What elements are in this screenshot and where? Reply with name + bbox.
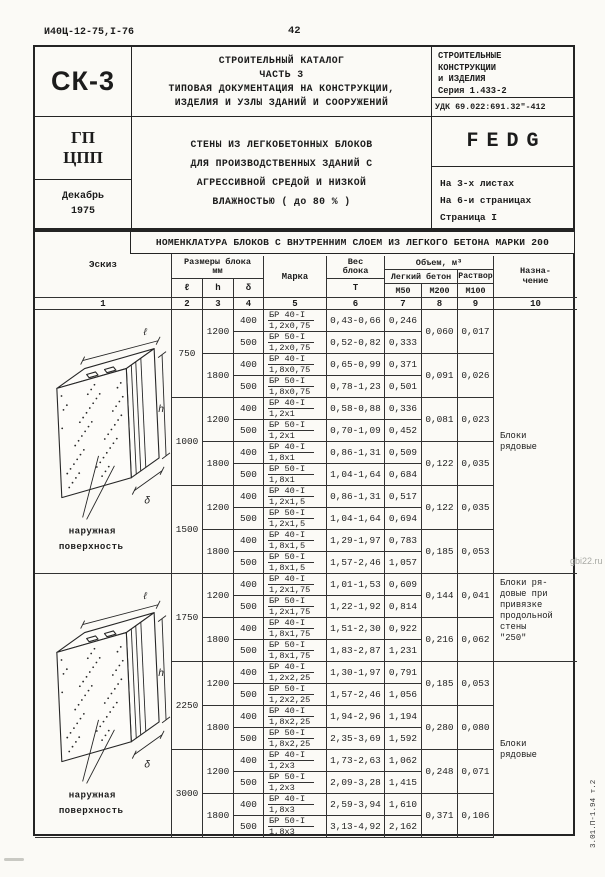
marka-series: БР 40-I: [268, 310, 314, 321]
catalog-title-cell: [132, 47, 432, 117]
marka-dimensions: 1,8х0,75: [269, 365, 311, 375]
weight-cell: 0,43-0,66: [327, 310, 385, 332]
volume-m50-cell: 0,517: [385, 486, 422, 508]
volume-m50-cell: 0,336: [385, 398, 422, 420]
block-length-cell: 1750: [172, 574, 203, 662]
marka-dimensions: 1,2х0,75: [269, 343, 311, 353]
block-length-cell: 1000: [172, 398, 203, 486]
marka-cell: [264, 684, 327, 706]
volume-m100-cell: 0,017: [458, 310, 494, 354]
marka-dimensions: 1,8х2,25: [269, 717, 311, 727]
series-line: Серия 1.433-2: [438, 85, 507, 96]
volume-m200-cell: 0,144: [422, 574, 458, 618]
header-dimensions: [172, 256, 264, 279]
purpose-line: рядовые: [500, 441, 537, 452]
volume-m100-cell: 0,035: [458, 442, 494, 486]
volume-m100-cell: 0,023: [458, 398, 494, 442]
weight-cell: 0,70-1,09: [327, 420, 385, 442]
volume-m200-cell: 0,280: [422, 706, 458, 750]
volume-m50-cell: 1,194: [385, 706, 422, 728]
block-thickness-cell: 500: [234, 596, 264, 618]
subject-line: ДЛЯ ПРОИЗВОДСТВЕННЫХ ЗДАНИЙ С: [190, 157, 373, 169]
marka-series: БР 40-I: [268, 750, 314, 761]
marka-series: БР 40-I: [268, 354, 314, 365]
marka-cell: [264, 816, 327, 838]
marka-series: БР 50-I: [268, 684, 314, 695]
column-number-cell: 8: [422, 298, 458, 310]
series-line: и ИЗДЕЛИЯ: [438, 74, 486, 84]
marka-dimensions: 1,2х1,75: [269, 585, 311, 595]
marka-series: БР 40-I: [268, 442, 314, 453]
marka-series: БР 50-I: [268, 728, 314, 739]
column-number-cell: 2: [172, 298, 203, 310]
column-number-cell: 5: [264, 298, 327, 310]
marka-series: БР 40-I: [268, 574, 314, 585]
nomenclature-table: [33, 230, 575, 836]
subject-line: СТЕНЫ ИЗ ЛЕГКОБЕТОННЫХ БЛОКОВ: [190, 138, 373, 150]
volume-m200-cell: 0,091: [422, 354, 458, 398]
page-number: 42: [288, 25, 301, 37]
volume-m100-cell: 0,071: [458, 750, 494, 794]
issue-month: Декабрь: [61, 191, 104, 202]
purpose-line: Блоки: [500, 430, 527, 441]
block-length-cell: 2250: [172, 662, 203, 750]
dim-height-label: h: [158, 667, 165, 679]
column-number-cell: 3: [203, 298, 234, 310]
volume-m200-cell: 0,122: [422, 442, 458, 486]
marka-series: БР 40-I: [268, 794, 314, 805]
marka-dimensions: 1,8х1,75: [269, 651, 311, 661]
volume-m50-cell: 0,814: [385, 596, 422, 618]
block-thickness-cell: 500: [234, 816, 264, 838]
block-thickness-cell: 400: [234, 662, 264, 684]
volume-m50-cell: 0,501: [385, 376, 422, 398]
volume-m50-cell: 1,610: [385, 794, 422, 816]
weight-cell: 1,73-2,63: [327, 750, 385, 772]
purpose-block: [494, 574, 577, 662]
volume-m50-cell: 1,592: [385, 728, 422, 750]
marka-dimensions: 1,2х2,25: [269, 695, 311, 705]
outer-surface-caption: наружная: [68, 788, 116, 800]
header-m100: М100: [458, 284, 494, 298]
block-thickness-cell: 400: [234, 574, 264, 596]
weight-cell: 1,01-1,53: [327, 574, 385, 596]
marka-series: БР 50-I: [268, 508, 314, 519]
block-thickness-cell: 400: [234, 618, 264, 640]
header-weight-line: блока: [342, 266, 369, 276]
volume-m50-cell: 0,922: [385, 618, 422, 640]
catalog-code-cell: [35, 47, 132, 117]
header-marka: Марка: [264, 256, 327, 298]
weight-cell: 1,04-1,64: [327, 464, 385, 486]
weight-cell: 0,65-0,99: [327, 354, 385, 376]
sketch-cell-2: [35, 574, 172, 838]
marka-series: БР 40-I: [268, 662, 314, 673]
volume-m50-cell: 0,609: [385, 574, 422, 596]
purpose-block: [494, 310, 577, 574]
marka-series: БР 50-I: [268, 332, 314, 343]
dim-height-label: h: [158, 403, 165, 415]
volume-m200-cell: 0,216: [422, 618, 458, 662]
purpose-line: продольной: [500, 611, 553, 621]
marka-cell: [264, 442, 327, 464]
volume-m50-cell: 1,056: [385, 684, 422, 706]
marka-series: БР 50-I: [268, 464, 314, 475]
weight-cell: 1,94-2,96: [327, 706, 385, 728]
marka-dimensions: 1,2х1: [269, 409, 295, 419]
marka-series: БР 40-I: [268, 706, 314, 717]
marka-cell: [264, 376, 327, 398]
marka-series: БР 50-I: [268, 420, 314, 431]
scan-artifact: [4, 858, 24, 861]
block-height-cell: 1800: [203, 442, 234, 486]
volume-m100-cell: 0,053: [458, 662, 494, 706]
block-thickness-cell: 400: [234, 530, 264, 552]
block-thickness-cell: 400: [234, 398, 264, 420]
marka-cell: [264, 420, 327, 442]
marka-dimensions: 1,8х3: [269, 827, 295, 837]
header-dimensions-unit: мм: [212, 266, 223, 276]
series-letter-code: FEDG: [432, 117, 575, 167]
sketch-cell-1: [35, 310, 172, 574]
volume-m50-cell: 1,062: [385, 750, 422, 772]
marka-dimensions: 1,2х1,75: [269, 607, 311, 617]
purpose-line: стены: [500, 622, 527, 632]
sheets-line: На 3-х листах: [440, 178, 515, 189]
volume-m200-cell: 0,122: [422, 486, 458, 530]
catalog-line: ИЗДЕЛИЯ И УЗЛЫ ЗДАНИЙ И СООРУЖЕНИЙ: [174, 96, 389, 108]
header-weight-unit: Т: [327, 279, 385, 298]
purpose-line: "250": [500, 633, 527, 643]
subject-line: АГРЕССИВНОЙ СРЕДОЙ И НИЗКОЙ: [196, 176, 367, 188]
marka-series: БР 50-I: [268, 376, 314, 387]
purpose-line: довые при: [500, 589, 548, 599]
volume-m200-cell: 0,185: [422, 530, 458, 574]
weight-cell: 2,09-3,28: [327, 772, 385, 794]
header-weight: [327, 256, 385, 279]
block-height-cell: 1800: [203, 618, 234, 662]
block-thickness-cell: 400: [234, 486, 264, 508]
marka-cell: [264, 794, 327, 816]
header-m50: М50: [385, 284, 422, 298]
weight-cell: 2,59-3,94: [327, 794, 385, 816]
purpose-block: [494, 662, 577, 838]
marka-cell: [264, 596, 327, 618]
volume-m100-cell: 0,026: [458, 354, 494, 398]
volume-m200-cell: 0,248: [422, 750, 458, 794]
header-purpose-line: чение: [522, 275, 549, 286]
block-length-cell: 750: [172, 310, 203, 398]
volume-m50-cell: 0,371: [385, 354, 422, 376]
marka-dimensions: 1,8х1: [269, 453, 295, 463]
side-stamp-code: 3.01.П-1.94 т.2: [590, 779, 598, 848]
block-length-cell: 3000: [172, 750, 203, 838]
marka-series: БР 40-I: [268, 398, 314, 409]
volume-m100-cell: 0,053: [458, 530, 494, 574]
weight-cell: 1,51-2,30: [327, 618, 385, 640]
column-number-cell: 6: [327, 298, 385, 310]
block-height-cell: 1200: [203, 750, 234, 794]
block-thickness-cell: 500: [234, 464, 264, 486]
weight-cell: 2,35-3,69: [327, 728, 385, 750]
header-purpose: [494, 256, 577, 298]
weight-cell: 3,13-4,92: [327, 816, 385, 838]
block-height-cell: 1200: [203, 486, 234, 530]
dim-length-label: ℓ: [142, 590, 149, 602]
marka-cell: [264, 750, 327, 772]
publisher-line: ЦПП: [63, 148, 103, 167]
marka-series: БР 50-I: [268, 552, 314, 563]
weight-cell: 1,83-2,87: [327, 640, 385, 662]
subject-cell: [132, 117, 432, 228]
issue-year: 1975: [70, 206, 95, 217]
catalog-line: ТИПОВАЯ ДОКУМЕНТАЦИЯ НА КОНСТРУКЦИИ,: [168, 82, 395, 94]
catalog-line: ЧАСТЬ 3: [259, 68, 304, 80]
marka-series: БР 50-I: [268, 772, 314, 783]
marka-cell: [264, 332, 327, 354]
weight-cell: 1,57-2,46: [327, 684, 385, 706]
marka-cell: [264, 508, 327, 530]
block-isometric-sketch: [35, 310, 171, 574]
block-length-cell: 1500: [172, 486, 203, 574]
marka-cell: [264, 354, 327, 376]
publisher-cell: [35, 117, 132, 180]
outer-surface-caption: наружная: [68, 524, 116, 536]
series-line: КОНСТРУКЦИИ: [438, 62, 497, 73]
marka-dimensions: 1,2х1,5: [269, 519, 306, 529]
header-volume: Объем, м³: [385, 256, 494, 270]
block-thickness-cell: 500: [234, 772, 264, 794]
block-isometric-sketch: [35, 574, 171, 838]
marka-cell: [264, 310, 327, 332]
volume-m100-cell: 0,080: [458, 706, 494, 750]
marka-dimensions: 1,8х3: [269, 805, 295, 815]
header-weight-line: Вес: [347, 256, 364, 267]
series-cell: [432, 47, 575, 97]
volume-m50-cell: 0,694: [385, 508, 422, 530]
block-thickness-cell: 500: [234, 332, 264, 354]
block-height-cell: 1200: [203, 310, 234, 354]
series-line: СТРОИТЕЛЬНЫЕ: [438, 51, 502, 61]
purpose-line: рядовые: [500, 750, 537, 760]
weight-cell: 1,04-1,64: [327, 508, 385, 530]
dim-length-label: ℓ: [142, 326, 149, 338]
volume-m50-cell: 1,415: [385, 772, 422, 794]
marka-cell: [264, 530, 327, 552]
volume-m200-cell: 0,185: [422, 662, 458, 706]
marka-dimensions: 1,8х1,5: [269, 541, 306, 551]
purpose-line: Блоки: [500, 739, 527, 749]
header-length: ℓ: [172, 279, 203, 298]
marka-cell: [264, 706, 327, 728]
block-thickness-cell: 400: [234, 442, 264, 464]
marka-dimensions: 1,2х1,5: [269, 497, 306, 507]
volume-m50-cell: 0,333: [385, 332, 422, 354]
marka-cell: [264, 640, 327, 662]
marka-dimensions: 1,8х2,25: [269, 739, 311, 749]
block-height-cell: 1200: [203, 662, 234, 706]
marka-series: БР 40-I: [268, 618, 314, 629]
block-thickness-cell: 500: [234, 684, 264, 706]
header-mortar: Раствор: [458, 270, 494, 284]
marka-cell: [264, 728, 327, 750]
marka-cell: [264, 552, 327, 574]
purpose-line: Блоки ря-: [500, 578, 548, 588]
block-height-cell: 1200: [203, 398, 234, 442]
marka-dimensions: 1,2х0,75: [269, 321, 311, 331]
header-thickness: δ: [234, 279, 264, 298]
column-number-cell: 9: [458, 298, 494, 310]
weight-cell: 0,52-0,82: [327, 332, 385, 354]
weight-cell: 1,22-1,92: [327, 596, 385, 618]
marka-cell: [264, 618, 327, 640]
weight-cell: 0,58-0,88: [327, 398, 385, 420]
outer-surface-caption: поверхность: [58, 804, 124, 816]
marka-dimensions: 1,8х1,75: [269, 629, 311, 639]
block-height-cell: 1800: [203, 354, 234, 398]
header-eskiz: Эскиз: [35, 232, 172, 298]
volume-m100-cell: 0,106: [458, 794, 494, 838]
volume-m50-cell: 1,231: [385, 640, 422, 662]
header-light-concrete: Легкий бетон: [385, 270, 458, 284]
volume-m50-cell: 2,162: [385, 816, 422, 838]
title-block: [33, 45, 575, 230]
column-number-cell: 10: [494, 298, 577, 310]
block-height-cell: 1800: [203, 530, 234, 574]
volume-m100-cell: 0,062: [458, 618, 494, 662]
marka-cell: [264, 772, 327, 794]
marka-series: БР 50-I: [268, 640, 314, 651]
block-height-cell: 1800: [203, 794, 234, 838]
dim-thickness-label: δ: [144, 495, 151, 507]
publisher-line: ГП: [70, 128, 96, 147]
marka-dimensions: 1,2х1: [269, 431, 295, 441]
block-thickness-cell: 400: [234, 354, 264, 376]
date-cell: [35, 180, 132, 228]
volume-m50-cell: 0,791: [385, 662, 422, 684]
header-height: h: [203, 279, 234, 298]
marka-dimensions: 1,2х3: [269, 761, 295, 771]
marka-series: БР 50-I: [268, 596, 314, 607]
marka-cell: [264, 662, 327, 684]
weight-cell: 0,86-1,31: [327, 442, 385, 464]
column-number-cell: 7: [385, 298, 422, 310]
volume-m200-cell: 0,060: [422, 310, 458, 354]
block-height-cell: 1200: [203, 574, 234, 618]
marka-cell: [264, 464, 327, 486]
block-thickness-cell: 500: [234, 420, 264, 442]
volume-m50-cell: 0,509: [385, 442, 422, 464]
weight-cell: 0,86-1,31: [327, 486, 385, 508]
purpose-line: привязке: [500, 600, 543, 610]
marka-dimensions: 1,2х3: [269, 783, 295, 793]
outer-surface-caption: поверхность: [58, 540, 124, 552]
block-thickness-cell: 400: [234, 706, 264, 728]
marka-series: БР 40-I: [268, 486, 314, 497]
weight-cell: 1,29-1,97: [327, 530, 385, 552]
marka-dimensions: 1,8х0,75: [269, 387, 311, 397]
block-thickness-cell: 500: [234, 640, 264, 662]
weight-cell: 0,78-1,23: [327, 376, 385, 398]
marka-cell: [264, 574, 327, 596]
block-thickness-cell: 400: [234, 310, 264, 332]
watermark: gbi22.ru: [570, 556, 603, 566]
marka-dimensions: 1,8х1: [269, 475, 295, 485]
marka-series: БР 40-I: [268, 530, 314, 541]
catalog-line: СТРОИТЕЛЬНЫЙ КАТАЛОГ: [218, 54, 345, 66]
block-thickness-cell: 500: [234, 376, 264, 398]
block-height-cell: 1800: [203, 706, 234, 750]
volume-m50-cell: 1,057: [385, 552, 422, 574]
catalog-code: СК-3: [51, 66, 115, 96]
volume-m200-cell: 0,081: [422, 398, 458, 442]
table-title: НОМЕНКЛАТУРА БЛОКОВ С ВНУТРЕННИМ СЛОЕМ ИЗ ЛЕГКОГО БЕТОНА МАРКИ 200: [130, 231, 575, 254]
weight-cell: 1,30-1,97: [327, 662, 385, 684]
block-thickness-cell: 500: [234, 508, 264, 530]
udk-number: УДК 69.022:691.32"-412: [432, 97, 575, 117]
column-number-cell: 1: [35, 298, 172, 310]
volume-m100-cell: 0,035: [458, 486, 494, 530]
block-thickness-cell: 400: [234, 750, 264, 772]
header-purpose-line: Назна-: [520, 266, 551, 276]
volume-m200-cell: 0,371: [422, 794, 458, 838]
block-thickness-cell: 500: [234, 728, 264, 750]
volume-m50-cell: 0,684: [385, 464, 422, 486]
marka-cell: [264, 486, 327, 508]
marka-cell: [264, 398, 327, 420]
block-thickness-cell: 400: [234, 794, 264, 816]
marka-series: БР 50-I: [268, 816, 314, 827]
sheets-line: Страница I: [440, 212, 498, 223]
marka-dimensions: 1,2х2,25: [269, 673, 311, 683]
column-number-cell: 4: [234, 298, 264, 310]
volume-m100-cell: 0,041: [458, 574, 494, 618]
subject-line: ВЛАЖНОСТЬЮ ( до 80 % ): [212, 195, 351, 207]
volume-m50-cell: 0,452: [385, 420, 422, 442]
document-reference: И40Ц-12-75,I-76: [44, 27, 135, 38]
marka-dimensions: 1,8х1,5: [269, 563, 306, 573]
weight-cell: 1,57-2,46: [327, 552, 385, 574]
dim-thickness-label: δ: [144, 759, 151, 771]
sheets-line: На 6-и страницах: [440, 195, 532, 206]
volume-m50-cell: 0,246: [385, 310, 422, 332]
sheets-cell: [432, 167, 575, 228]
header-m200: М200: [422, 284, 458, 298]
header-dimensions-line: Размеры блока: [183, 256, 252, 267]
volume-m50-cell: 0,783: [385, 530, 422, 552]
block-thickness-cell: 500: [234, 552, 264, 574]
